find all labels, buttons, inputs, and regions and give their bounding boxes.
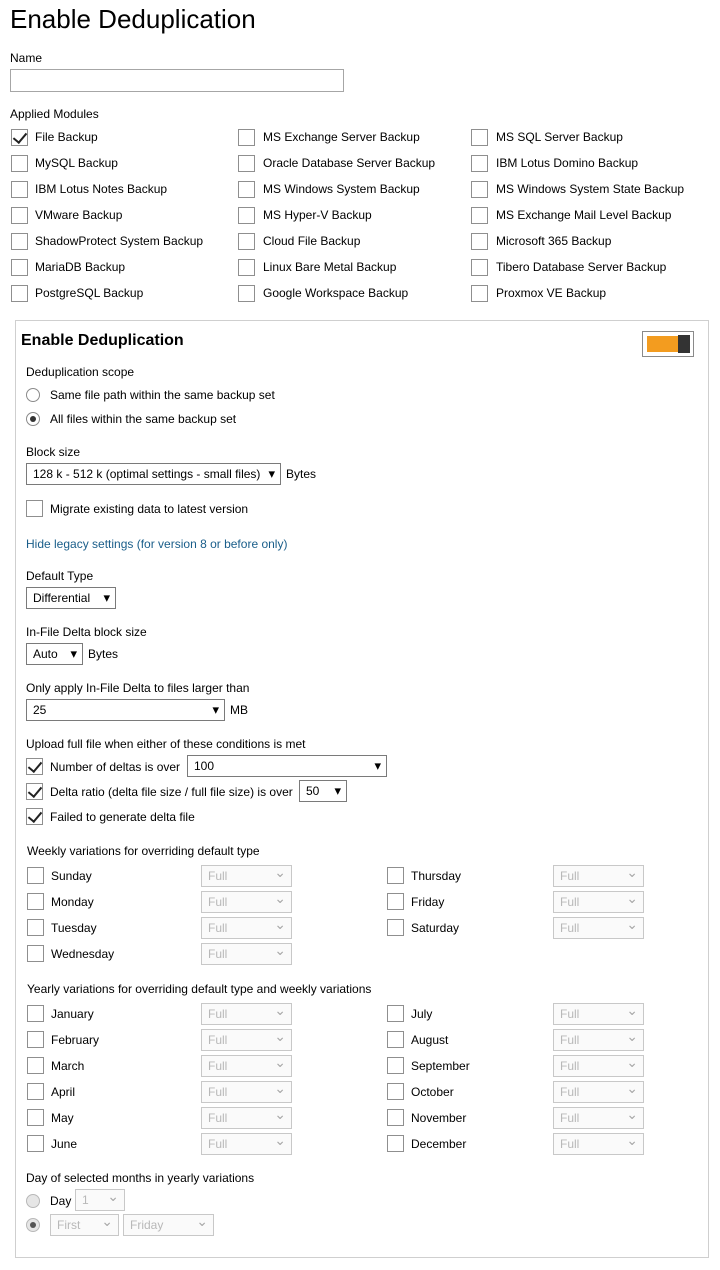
yearly-checkbox[interactable] [387,1057,404,1074]
module-label: File Backup [35,130,98,144]
module-label: Linux Bare Metal Backup [263,260,397,274]
weekly-checkbox[interactable] [27,919,44,936]
deltas-select[interactable]: 100 ▾ [187,755,387,777]
day-select[interactable]: 1 ⌄ [75,1189,125,1211]
weekly-label: Sunday [51,869,92,883]
day-radio[interactable] [26,1194,40,1208]
module-label: Microsoft 365 Backup [496,234,612,248]
ordinal-select[interactable]: First ⌄ [50,1214,119,1236]
weekly-label: Tuesday [51,921,97,935]
weekly-checkbox[interactable] [27,945,44,962]
module-checkbox[interactable] [471,259,488,276]
applied-modules-label: Applied Modules [10,107,99,121]
module-checkbox[interactable] [471,207,488,224]
weekly-label: Thursday [411,869,462,883]
module-label: MS Exchange Mail Level Backup [496,208,672,222]
module-label: MySQL Backup [35,156,118,170]
yearly-type-select[interactable]: Full ⌄ [201,1003,292,1025]
day-selection-label: Day of selected months in yearly variations [26,1171,255,1185]
module-label: VMware Backup [35,208,123,222]
failed-label: Failed to generate delta file [50,810,195,824]
only-apply-select[interactable]: 25 ▾ [26,699,225,721]
yearly-label: June [51,1137,78,1151]
yearly-checkbox[interactable] [387,1135,404,1152]
yearly-label: December [411,1137,467,1151]
yearly-checkbox[interactable] [387,1005,404,1022]
module-checkbox[interactable] [471,129,488,146]
weekly-type-select[interactable]: Full ⌄ [553,917,644,939]
module-label: MS SQL Server Backup [496,130,623,144]
deltas-label: Number of deltas is over [50,760,181,774]
ordinal-radio[interactable] [26,1218,40,1232]
yearly-checkbox[interactable] [27,1135,44,1152]
hide-legacy-link[interactable]: Hide legacy settings (for version 8 or before only) [26,537,288,551]
yearly-label: October [411,1085,454,1099]
weekly-checkbox[interactable] [387,867,404,884]
module-checkbox[interactable] [471,233,488,250]
yearly-label: Yearly variations for overriding default type and weekly variations [27,982,372,996]
ratio-label: Delta ratio (delta file size / full file size) is over [50,785,293,799]
block-size-unit: Bytes [286,467,317,481]
module-checkbox[interactable] [471,181,488,198]
module-label: Proxmox VE Backup [496,286,607,300]
module-checkbox[interactable] [238,181,255,198]
failed-checkbox[interactable] [26,808,43,825]
weekly-type-select[interactable]: Full ⌄ [201,865,292,887]
yearly-checkbox[interactable] [27,1031,44,1048]
yearly-type-select[interactable]: Full ⌄ [553,1107,644,1129]
weekly-checkbox[interactable] [387,919,404,936]
weekly-type-select[interactable]: Full ⌄ [553,865,644,887]
page-title: Enable Deduplication [10,4,256,34]
yearly-label: January [51,1007,94,1021]
yearly-label: May [51,1111,74,1125]
yearly-type-select[interactable]: Full ⌄ [201,1107,292,1129]
infile-block-unit: Bytes [88,647,119,661]
yearly-type-select[interactable]: Full ⌄ [553,1029,644,1051]
yearly-checkbox[interactable] [27,1083,44,1100]
weekday-select[interactable]: Friday ⌄ [123,1214,214,1236]
toggle-knob [678,335,690,353]
name-input[interactable] [10,69,344,92]
infile-block-select[interactable]: Auto ▾ [26,643,83,665]
module-label: Cloud File Backup [263,234,361,248]
module-label: ShadowProtect System Backup [35,234,204,248]
module-label: MS Windows System State Backup [496,182,685,196]
scope-radio-same-path[interactable] [26,388,40,402]
module-checkbox[interactable] [238,129,255,146]
weekly-type-select[interactable]: Full ⌄ [201,917,292,939]
yearly-label: September [411,1059,470,1073]
yearly-label: November [411,1111,467,1125]
weekly-label: Saturday [411,921,460,935]
yearly-checkbox[interactable] [27,1005,44,1022]
module-label: Oracle Database Server Backup [263,156,436,170]
weekly-label: Monday [51,895,94,909]
yearly-checkbox[interactable] [387,1109,404,1126]
yearly-type-select[interactable]: Full ⌄ [553,1003,644,1025]
scope-label: Deduplication scope [26,365,135,379]
yearly-type-select[interactable]: Full ⌄ [201,1055,292,1077]
module-checkbox[interactable] [11,259,28,276]
deltas-checkbox[interactable] [26,758,43,775]
module-label: Google Workspace Backup [263,286,409,300]
weekly-checkbox[interactable] [387,893,404,910]
ratio-checkbox[interactable] [26,783,43,800]
scope-option-same-path: Same file path within the same backup set [50,388,275,402]
scope-option-all-files: All files within the same backup set [50,412,237,426]
yearly-checkbox[interactable] [387,1031,404,1048]
module-checkbox[interactable] [238,259,255,276]
migrate-label: Migrate existing data to latest version [50,502,249,516]
yearly-label: July [411,1007,433,1021]
module-label: IBM Lotus Domino Backup [496,156,639,170]
module-checkbox[interactable] [11,155,28,172]
migrate-checkbox[interactable] [26,500,43,517]
yearly-label: February [51,1033,100,1047]
infile-block-label: In-File Delta block size [26,625,147,639]
weekly-label: Wednesday [51,947,115,961]
yearly-type-select[interactable]: Full ⌄ [201,1029,292,1051]
weekly-type-select[interactable]: Full ⌄ [201,943,292,965]
yearly-type-select[interactable]: Full ⌄ [201,1081,292,1103]
yearly-label: April [51,1085,76,1099]
only-apply-unit: MB [230,703,248,717]
module-checkbox[interactable] [11,285,28,302]
ratio-select[interactable]: 50 ▾ [299,780,347,802]
weekly-type-select[interactable]: Full ⌄ [553,891,644,913]
yearly-type-select[interactable]: Full ⌄ [553,1133,644,1155]
weekly-label: Weekly variations for overriding default type [27,844,260,858]
module-checkbox[interactable] [238,155,255,172]
yearly-checkbox[interactable] [387,1083,404,1100]
yearly-label: August [411,1033,449,1047]
module-checkbox[interactable] [238,233,255,250]
yearly-type-select[interactable]: Full ⌄ [553,1081,644,1103]
yearly-checkbox[interactable] [27,1109,44,1126]
yearly-label: March [51,1059,85,1073]
day-radio-label: Day [50,1194,72,1208]
module-label: IBM Lotus Notes Backup [35,182,168,196]
yearly-type-select[interactable]: Full ⌄ [553,1055,644,1077]
only-apply-label: Only apply In-File Delta to files larger than [26,681,250,695]
module-checkbox[interactable] [238,285,255,302]
weekly-checkbox[interactable] [27,867,44,884]
module-checkbox[interactable] [11,207,28,224]
module-label: MS Hyper-V Backup [263,208,372,222]
default-type-label: Default Type [26,569,94,583]
module-label: Tibero Database Server Backup [496,260,667,274]
weekly-type-select[interactable]: Full ⌄ [201,891,292,913]
default-type-select[interactable]: Differential ▾ [26,587,116,609]
block-size-select[interactable]: 128 k - 512 k (optimal settings - small files) ▾ [26,463,281,485]
block-size-label: Block size [26,445,81,459]
module-checkbox[interactable] [471,155,488,172]
toggle-fill [647,336,681,352]
module-label: MariaDB Backup [35,260,126,274]
enable-dedup-toggle[interactable] [642,331,694,357]
weekly-checkbox[interactable] [27,893,44,910]
module-label: PostgreSQL Backup [35,286,144,300]
weekly-label: Friday [411,895,445,909]
module-checkbox[interactable] [238,207,255,224]
yearly-type-select[interactable]: Full ⌄ [201,1133,292,1155]
yearly-checkbox[interactable] [27,1057,44,1074]
module-label: MS Exchange Server Backup [263,130,420,144]
upload-full-label: Upload full file when either of these conditions is met [26,737,306,751]
module-checkbox[interactable] [11,233,28,250]
module-checkbox[interactable] [11,181,28,198]
module-checkbox[interactable] [11,129,28,146]
scope-radio-all-files[interactable] [26,412,40,426]
module-checkbox[interactable] [471,285,488,302]
panel-title: Enable Deduplication [21,332,184,349]
module-label: MS Windows System Backup [263,182,420,196]
name-label: Name [10,51,43,65]
